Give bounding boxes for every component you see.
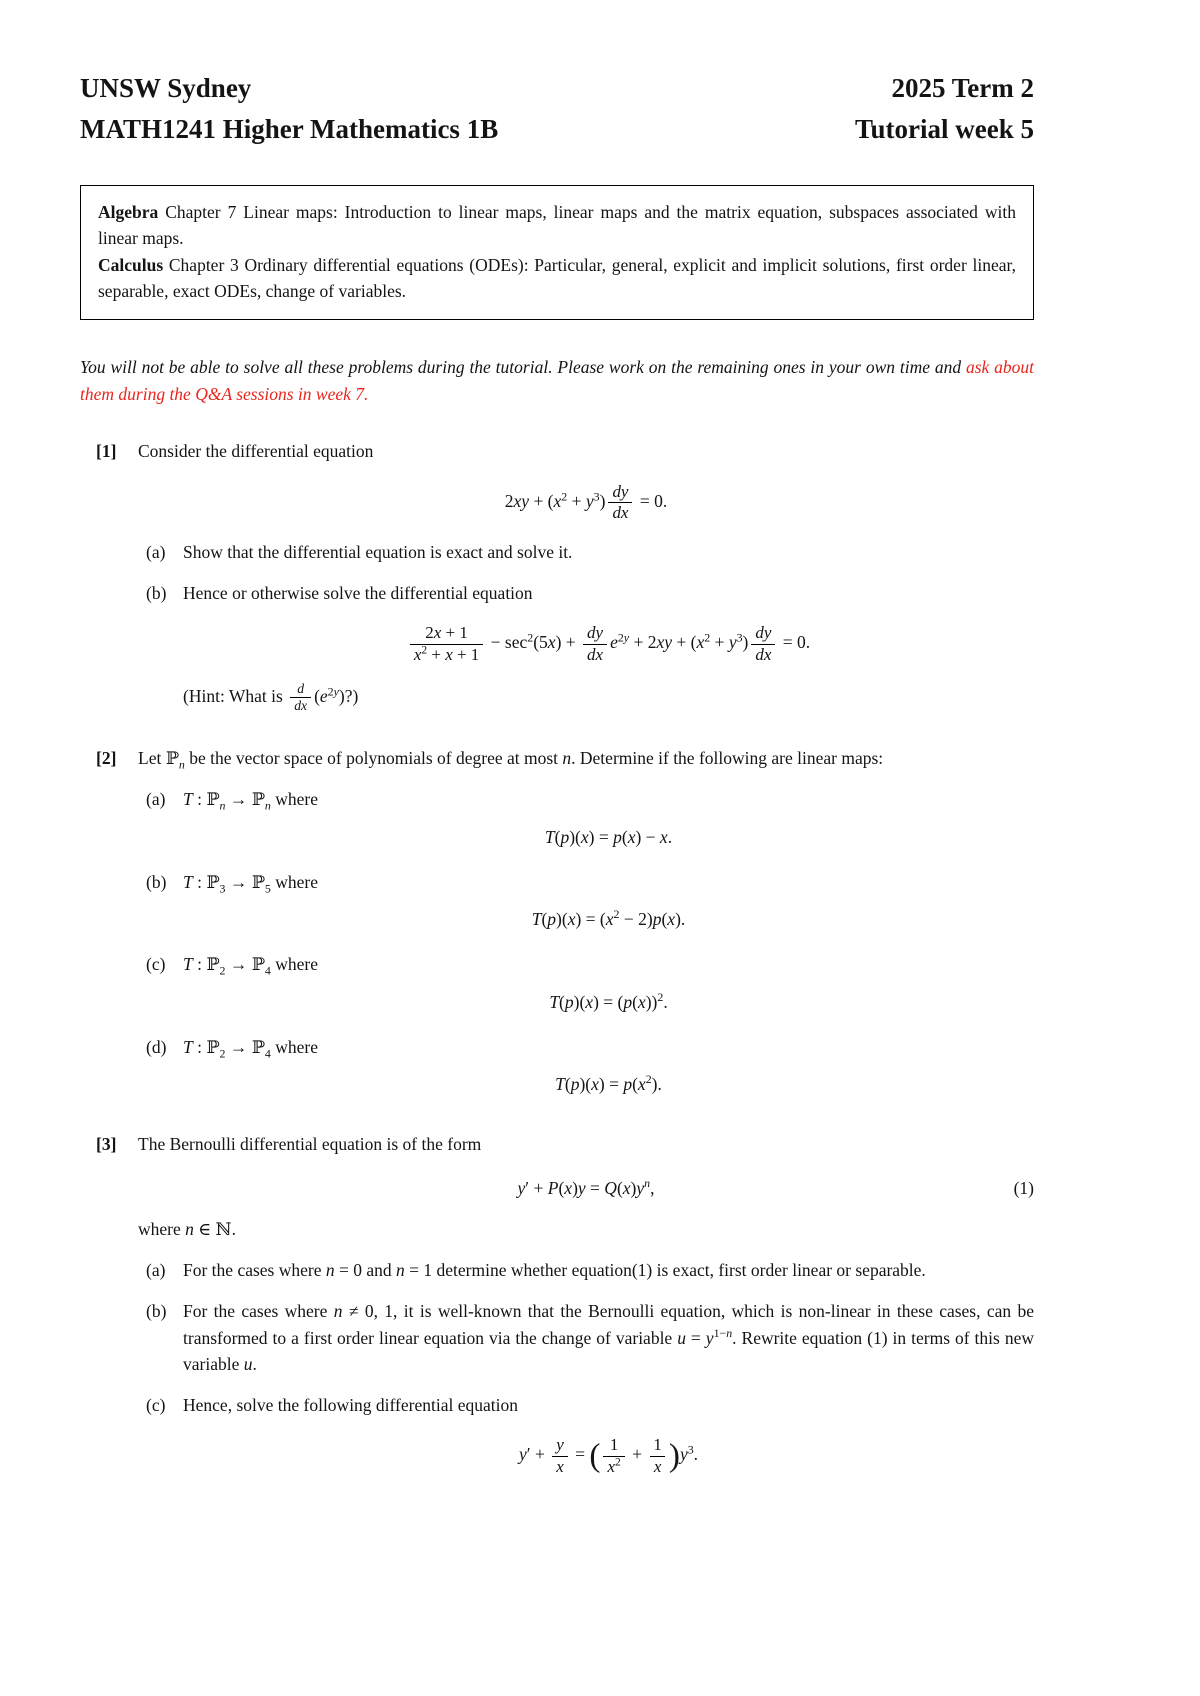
tutorial-week-label: Tutorial week 5: [854, 113, 1034, 144]
equation-q2d: $T(p)(x) = p(x^2)$.: [555, 1072, 662, 1095]
calculus-topic-text: Chapter 3 Ordinary differential equations (ODEs): Particular, general, explicit and implicit solutions, first order linear, separable, exact ODEs, change of variables.: [98, 254, 1016, 301]
part-b-body: [183, 580, 1034, 715]
algebra-topic-text: Chapter 7 Linear maps: Introduction to linear maps, linear maps and the matrix equation, subspaces associated with linear maps.: [98, 202, 1016, 249]
part-c-body: [183, 951, 1034, 1019]
part-c-label: (c): [146, 1395, 166, 1416]
equation-q2a: T(p)(x) = p(x) − x.: [544, 826, 673, 847]
notice-plain-text: You will not be able to solve all these problems during the tutorial. Please work on the remaining ones in your own time and: [80, 357, 966, 377]
question-1-number: [1]: [96, 441, 117, 462]
equation-bernoulli: [138, 1175, 1034, 1201]
part-a-label: (a): [146, 789, 166, 810]
question-1-part-a: [138, 539, 1034, 565]
part-a-body: [183, 1257, 1034, 1283]
calculus-topic-line: [98, 252, 1016, 305]
question-3-part-a: [138, 1257, 1034, 1283]
algebra-label: Algebra: [98, 202, 159, 222]
part-a-label: (a): [146, 1260, 166, 1281]
question-2-part-d: [138, 1034, 1034, 1102]
equation-bernoulli-content: $y' + P(x)y = Q(x)y^n$,: [517, 1175, 655, 1198]
part-c-text: Hence, solve the following differential equation: [183, 1395, 518, 1416]
question-1: [80, 438, 1034, 715]
notice-red-text: ask about them during the Q&A sessions in week 7.: [80, 357, 1034, 405]
question-3-part-b: [138, 1298, 1034, 1377]
part-b-label: (b): [146, 871, 167, 892]
part-c-map: T : ℙ$_2$ → ℙ$_4$ where: [183, 954, 318, 978]
where-line: where n ∈ ℕ.: [138, 1218, 236, 1239]
question-3: [80, 1131, 1034, 1492]
question-3-part-c: [138, 1392, 1034, 1493]
equation-q2b: $T(p)(x) = (x^2 - 2)p(x)$.: [531, 907, 686, 930]
course-title: MATH1241 Higher Mathematics 1B: [80, 113, 499, 144]
part-a-text: For the cases where n = 0 and n = 1 determine whether equation(1) is exact, first order linear or separable.: [183, 1260, 926, 1281]
question-2-part-c: [138, 951, 1034, 1019]
part-a-body: [183, 786, 1034, 854]
equation-q1-main: $2xy + (x^2 + y^3)$ $\frac{dy}{dx}$ = 0.: [504, 481, 668, 523]
part-a-text: Show that the differential equation is exact and solve it.: [183, 541, 573, 562]
part-a-map: T : ℙ$_n$ → ℙ$_n$ where: [183, 789, 318, 813]
topics-box: [80, 185, 1034, 320]
question-1-body: [138, 438, 1034, 715]
part-b-body: [183, 1298, 1034, 1377]
notice-paragraph: [80, 354, 1034, 408]
equation-q1b: $\frac{2x + 1}{x^2 + x + 1}$ − $\sec^2(5x)$ + $\frac{dy}{dx}$ $e^{2y} + 2xy + (x^2 + y^3)$ $\frac{dy}{dx}$ = 0.: [183, 623, 1034, 665]
question-2-intro: Let ℙ$_n$ be the vector space of polynomials of degree at most n. Determine if the following are linear maps:: [138, 748, 884, 772]
equation-number: (1): [1013, 1177, 1034, 1198]
question-2-number: [2]: [96, 748, 117, 769]
equation-q3c: y′ + $\frac{y}{x}$ = ( $\frac{1}{x^2}$ + $\frac{1}{x}$ )$y^3$.: [518, 1435, 699, 1476]
part-d-body: [183, 1034, 1034, 1102]
question-3-intro: The Bernoulli differential equation is of the form: [138, 1134, 482, 1155]
hint-text: (Hint: What is $\frac{d}{dx}$ $(e^{2y})$?): [183, 680, 359, 714]
document-header: [80, 68, 1034, 149]
part-c-label: (c): [146, 954, 166, 975]
university-name: UNSW Sydney: [80, 73, 252, 103]
question-3-body: [138, 1131, 1034, 1492]
question-1-part-b: [138, 580, 1034, 715]
equation-q2c: $T(p)(x) = (p(x))^2$.: [549, 989, 668, 1012]
calculus-label: Calculus: [98, 254, 164, 275]
part-b-body: [183, 869, 1034, 937]
part-b-text: For the cases where n ≠ 0, 1, it is well-known that the Bernoulli equation, which is non-linear in these cases, can be transformed to a first order linear equation via the change of variable $u = y^{1-n}$. Rewrite equation (1) in terms of this new variable u.: [183, 1301, 1034, 1374]
question-2-body: [138, 745, 1034, 1101]
part-d-label: (d): [146, 1036, 167, 1057]
header-left: [80, 68, 498, 149]
part-b-text: Hence or otherwise solve the differential equation: [183, 583, 533, 604]
question-1-intro: Consider the differential equation: [138, 441, 374, 462]
part-b-label: (b): [146, 1301, 167, 1322]
header-right: [855, 68, 1034, 149]
part-a-body: [183, 539, 1034, 565]
question-2-part-a: [138, 786, 1034, 854]
part-b-map: T : ℙ$_3$ → ℙ$_5$ where: [183, 871, 318, 896]
part-d-map: T : ℙ$_2$ → ℙ$_4$ where: [183, 1036, 318, 1061]
question-2-part-b: [138, 869, 1034, 937]
algebra-topic-line: [98, 199, 1016, 252]
part-b-label: (b): [146, 583, 167, 604]
term-label: 2025 Term 2: [891, 73, 1034, 103]
question-3-number: [3]: [96, 1134, 117, 1155]
part-c-body: [183, 1392, 1034, 1493]
question-2: [80, 745, 1034, 1101]
part-a-label: (a): [146, 541, 166, 562]
